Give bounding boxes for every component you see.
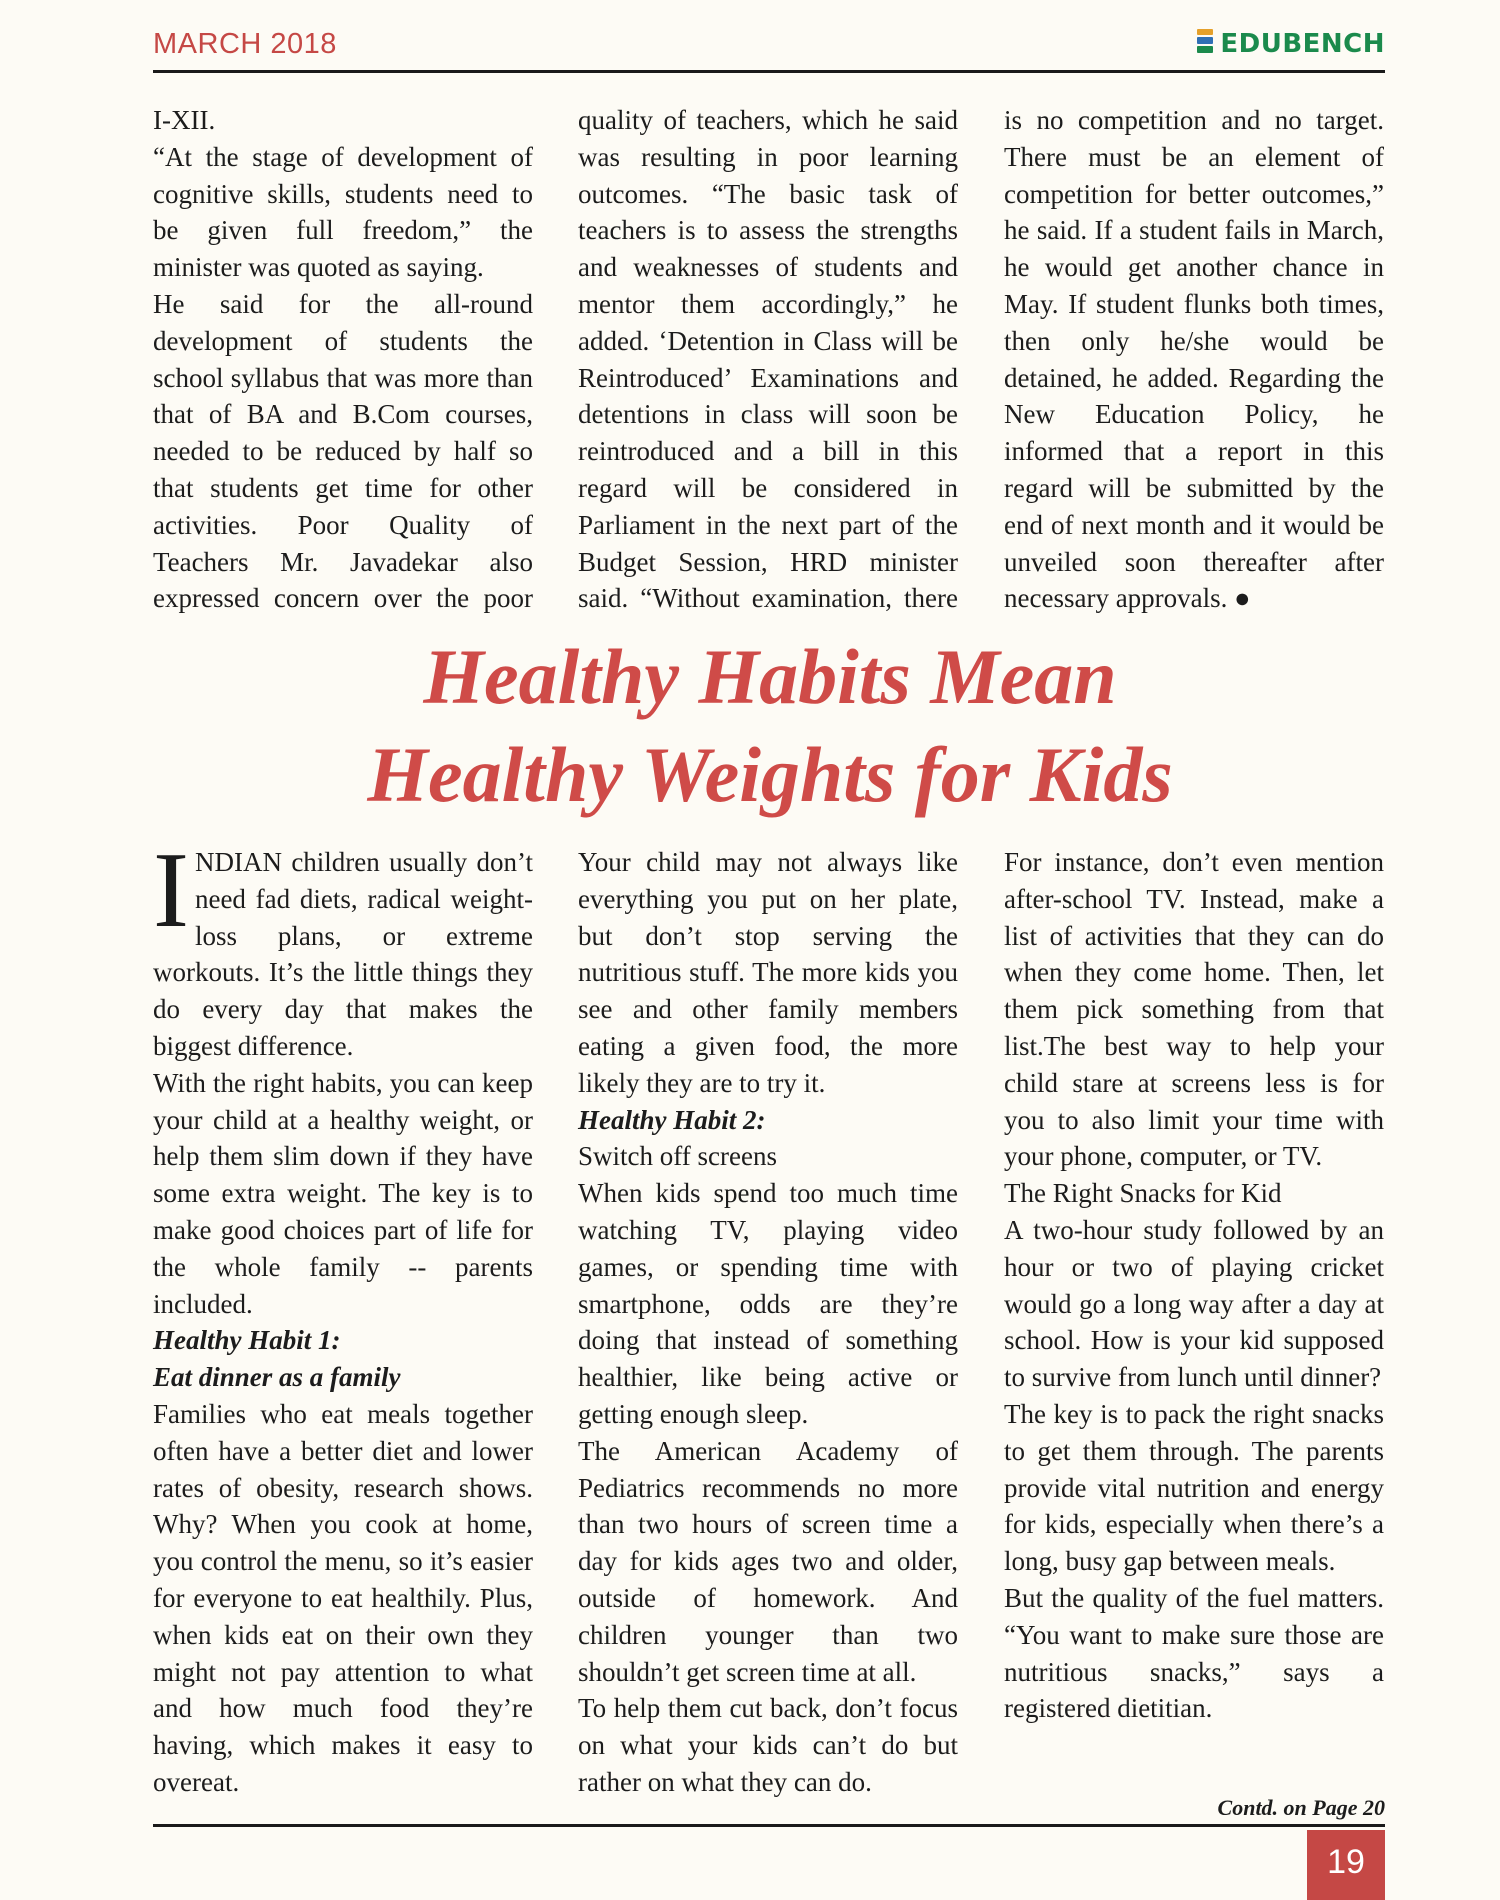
continued-note: Contd. on Page 20 <box>1217 1795 1385 1820</box>
intro-text: NDIAN children usually don’t need fad diets, radical weight-loss plans, or extreme workouts. It’s the little things they do every day that makes the biggest difference. <box>153 847 533 1061</box>
issue-date: MARCH 2018 <box>153 28 337 60</box>
paragraph: I-XII. <box>153 105 216 135</box>
paragraph: For instance, don’t even mention after-school TV. Instead, make a list of activities that they can do when they come home. Then, let them pick something from that list.The best way to help your child stare at screens less is for you to also limit your time with your phone, computer, or TV. <box>1004 847 1384 1172</box>
paragraph: Your child may not always like everything you put on her plate, but don’t stop serving the nutritious stuff. The more kids you see and other family members eating a given food, the more likely they are to try it. <box>578 847 958 1098</box>
paragraph: quality of teachers, which he said was resulting in poor learning outcomes. “The basic task of teachers is to assess the strengths and weaknesses of students and mentor them accordingly,” he added. ‘Detention in Class will be Reintroduced’ Examinations and detentions in class will soon be reintroduced and a bill in this regard will be considered in Parliament in the next part of the Budget Session, HRD minister said. “Without examination, there <box>578 105 958 614</box>
paragraph: The American Academy of Pediatrics recommends no more than two hours of screen time a day for kids ages two and older, outside of homework. And children younger than two shouldn’t get screen time at all. <box>578 1435 958 1687</box>
headline-line-2: Healthy Weights for Kids <box>367 731 1173 818</box>
habit-1-title: Healthy Habit 1: <box>153 1325 341 1356</box>
paragraph: But the quality of the fuel matters. “You want to make sure those are nutritious snacks,” says a registered dietitian. <box>1004 1582 1384 1724</box>
paragraph: “At the stage of development of cognitive skills, students need to be given full freedom,” the minister was quoted as saying. <box>153 141 533 283</box>
edubench-logo-icon <box>1196 28 1214 59</box>
top-article-column-3 <box>1004 102 1384 617</box>
paragraph: With the right habits, you can keep your child at a healthy weight, or help them slim down if they have some extra weight. The key is to make good choices part of life for the whole family -- parents included. <box>153 1067 533 1319</box>
paragraph: A two-hour study followed by an hour or two of playing cricket would go a long way after a day at school. How is your kid supposed to survive from lunch until dinner? <box>1004 1214 1384 1393</box>
top-article-column-2 <box>578 102 958 617</box>
drop-cap: I <box>153 831 189 950</box>
article-headline <box>0 628 1500 824</box>
paragraph: Families who eat meals together often have a better diet and lower rates of obesity, research shows. Why? When you cook at home, you control the menu, so it’s easier for everyone to eat healthily. Plus, when kids eat on their own they might not pay attention to what and how much food they’re having, which makes it easy to overeat. <box>153 1398 533 1797</box>
habit-1-subtitle: Eat dinner as a family <box>153 1362 401 1393</box>
paragraph: The key is to pack the right snacks to get them through. The parents provide vital nutrition and energy for kids, especially when there’s a long, busy gap between meals. <box>1004 1398 1384 1577</box>
article-column-1 <box>153 831 533 1801</box>
top-article-column-1 <box>153 102 533 617</box>
article-column-2 <box>578 844 958 1801</box>
paragraph: is no competition and no target. There must be an element of competition for better outcomes,” he said. If a student fails in March, he would get another chance in May. If student flunks both times, then only he/she would be detained, he added. Regarding the New Education Policy, he informed that a report in this regard will be submitted by the end of next month and it would be unveiled soon thereafter after necessary approvals. ● <box>1004 105 1384 614</box>
intro-paragraph <box>153 831 533 1065</box>
habit-2-title: Healthy Habit 2: <box>578 1104 766 1135</box>
header-rule <box>153 70 1385 73</box>
headline-line-1: Healthy Habits Mean <box>423 633 1117 720</box>
article-column-3 <box>1004 844 1384 1727</box>
brand-logo[interactable] <box>1196 28 1385 59</box>
habit-2-subtitle: Switch off screens <box>578 1141 777 1172</box>
snacks-heading: The Right Snacks for Kid <box>1004 1178 1282 1209</box>
paragraph: When kids spend too much time watching TV, playing video games, or spending time with smartphone, odds are they’re doing that instead of something healthier, like being active or getting enough sleep. <box>578 1178 958 1429</box>
paragraph: To help them cut back, don’t focus on what your kids can’t do but rather on what they can do. <box>578 1693 958 1797</box>
page-number: 19 <box>1307 1830 1385 1900</box>
footer-rule <box>153 1824 1385 1827</box>
brand-name: EDUBENCH <box>1220 28 1385 59</box>
paragraph: He said for the all-round development of students the school syllabus that was more than that of BA and B.Com courses, needed to be reduced by half so that students get time for other activities. Poor Quality of Teachers Mr. Javadekar also expressed concern over the poor <box>153 288 533 614</box>
